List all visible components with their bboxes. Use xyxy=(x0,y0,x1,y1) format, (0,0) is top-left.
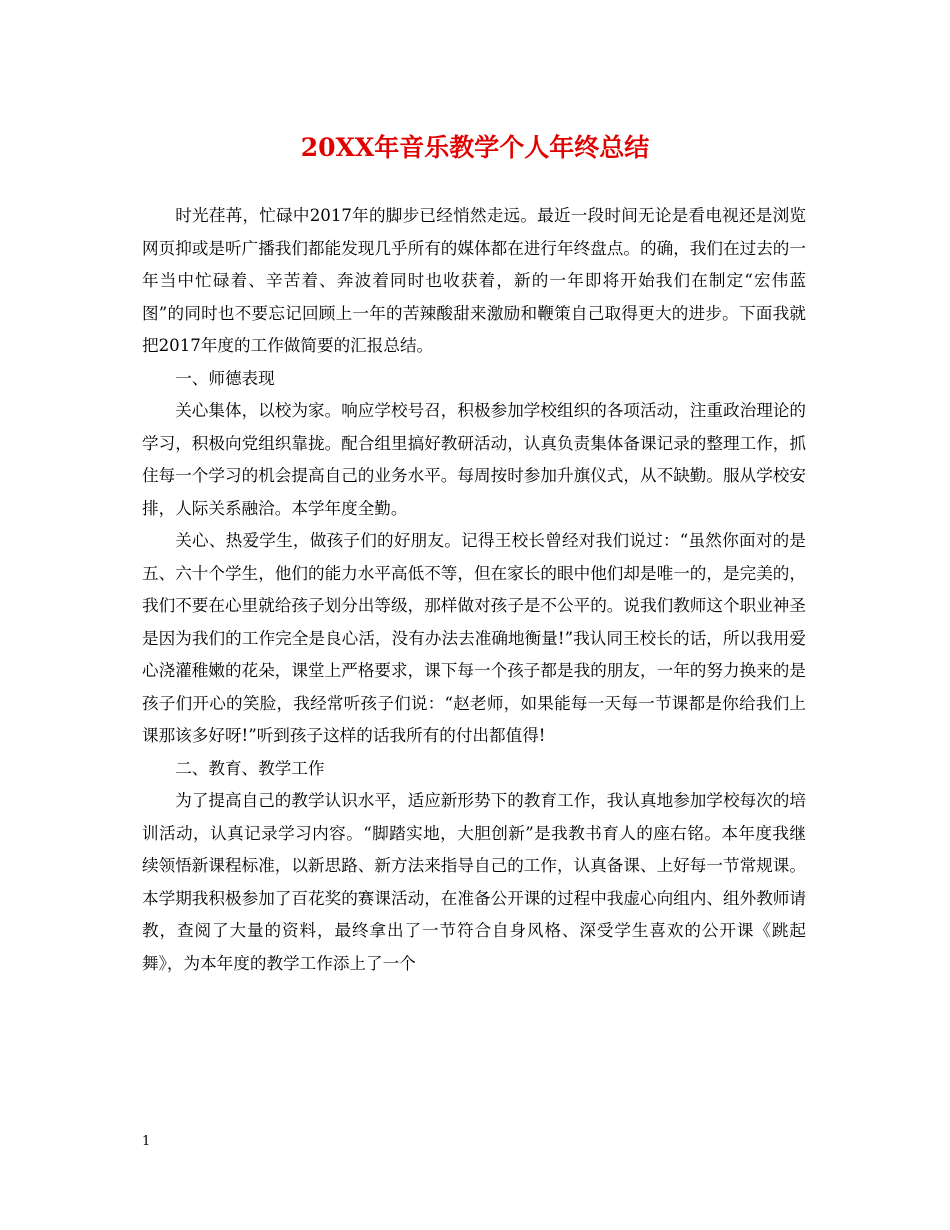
section-heading-teaching: 二、教育、教学工作 xyxy=(175,758,325,778)
document-title: 20XX年音乐教学个人年终总结 xyxy=(300,133,650,162)
paragraph-ethics-students: 关心、热爱学生，做孩子们的好朋友。记得王校长曾经对我们说过：“虽然你面对的是五、六十个学生，他们的能力水平高低不等，但在家长的眼中他们却是唯一的，是完美的，我们不要在心里就给孩子划分出等级，那样做对孩子是不公平的。说我们教师这个职业神圣是因为我们的工作完全是良心活，没有办法去准确地衡量!”我认同王校长的话，所以我用爱心浇灌稚嫩的花朵，课堂上严格要求，课下每一个孩子都是我的朋友，一年的努力换来的是孩子们开心的笑脸，我经常听孩子们说：“赵老师，如果能每一天每一节课都是你给我们上课那该多好呀!”听到孩子这样的话我所有的付出都值得! xyxy=(142,531,806,745)
section-heading-ethics: 一、师德表现 xyxy=(175,368,275,388)
document-body xyxy=(142,200,806,980)
paragraph-teaching: 为了提高自己的教学认识水平，适应新形势下的教育工作，我认真地参加学校每次的培训活动，认真记录学习内容。“脚踏实地，大胆创新”是我教书育人的座右铭。本年度我继续领悟新课程标准，以新思路、新方法来指导自己的工作，认真备课、上好每一节常规课。 本学期我积极参加了百花奖的赛课活动，在准备公开课的过程中我虚心向组内、组外教师请教，查阅了大量的资料，最终拿出了一节符合自身风格、深受学生喜欢的公开课《跳起舞》，为本年度的教学工作添上了一个 xyxy=(142,791,806,973)
paragraph-intro: 时光荏苒，忙碌中2017年的脚步已经悄然走远。最近一段时间无论是看电视还是浏览网页抑或是听广播我们都能发现几乎所有的媒体都在进行年终盘点。的确，我们在过去的一年当中忙碌着、辛苦着、奔波着同时也收获着，新的一年即将开始我们在制定“宏伟蓝图”的同时也不要忘记回顾上一年的苦辣酸甜来激励和鞭策自己取得更大的进步。下面我就把2017年度的工作做简要的汇报总结。 xyxy=(142,206,806,355)
page-number: 1 xyxy=(142,1134,151,1149)
paragraph-ethics-collective: 关心集体，以校为家。响应学校号召，积极参加学校组织的各项活动，注重政治理论的学习，积极向党组织靠拢。配合组里搞好教研活动，认真负责集体备课记录的整理工作，抓住每一个学习的机会提高自己的业务水平。每周按时参加升旗仪式，从不缺勤。服从学校安排，人际关系融洽。本学年度全勤。 xyxy=(142,401,806,518)
